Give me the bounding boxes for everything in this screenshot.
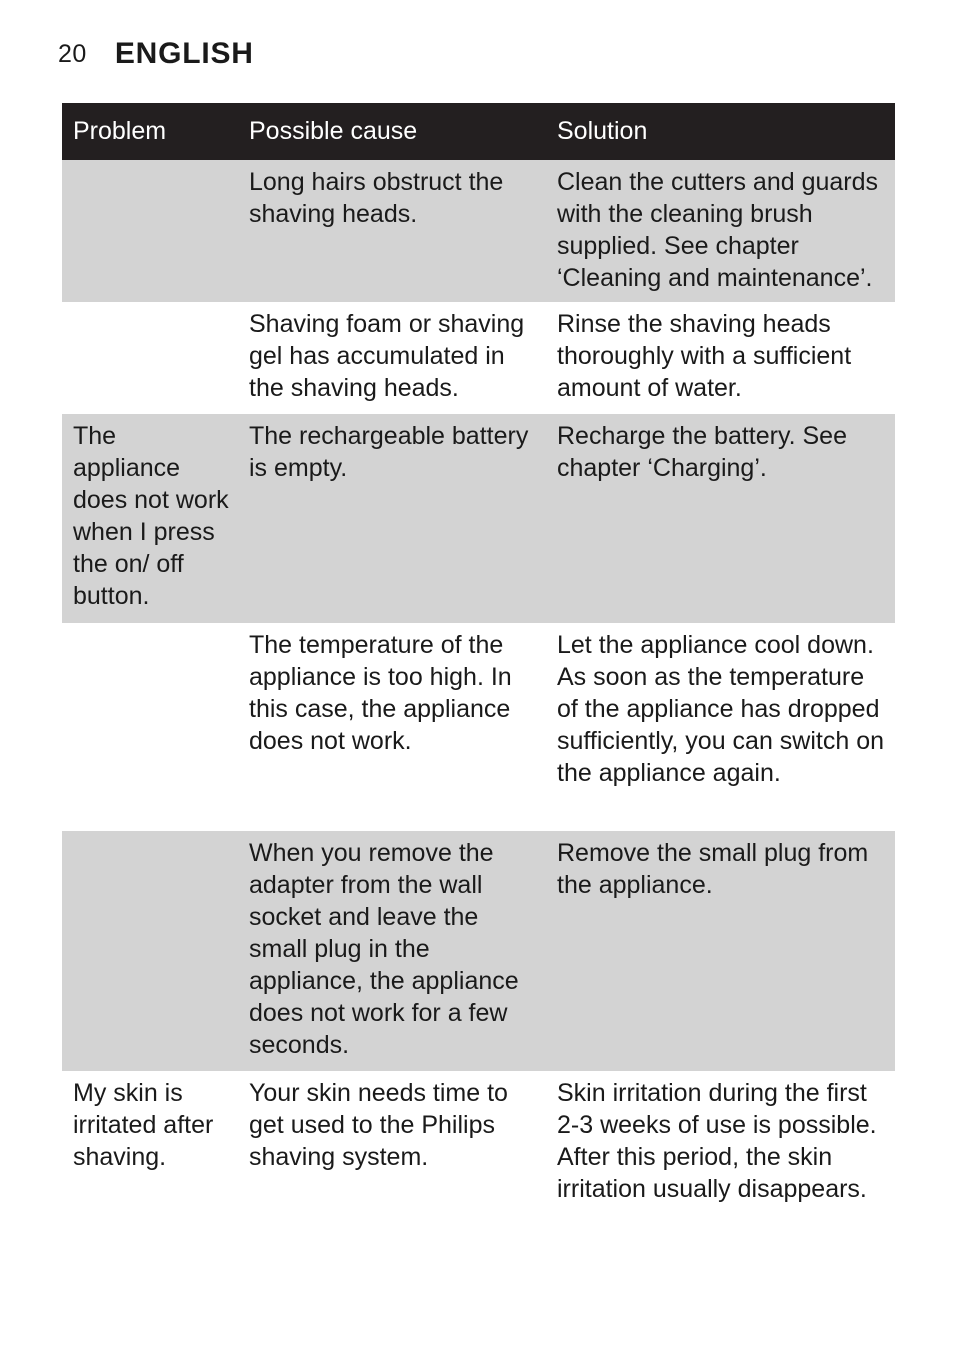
problem-cell [62, 160, 238, 304]
table-row [62, 623, 895, 831]
page-header [58, 32, 254, 76]
cause-cell: The rechargeable battery is empty. [249, 422, 529, 482]
solution-cell: Clean the cutters and guards with the cleaning brush supplied. See chapter ‘Cleaning and maintenance’. [557, 168, 879, 292]
solution-cell: Let the appliance cool down. As soon as the temperature of the appliance has dropped sufficiently, you can switch on the appliance again. [557, 631, 885, 787]
table-row [62, 831, 895, 1071]
section-title: ENGLISH [114, 37, 254, 70]
solution-cell: Remove the small plug from the appliance. [557, 839, 869, 899]
problem-cell [62, 831, 238, 1071]
troubleshooting-table [62, 103, 895, 1215]
table-header-row [62, 103, 895, 160]
solution-cell: Recharge the battery. See chapter ‘Charging’. [557, 422, 847, 482]
header-problem: Problem [73, 117, 167, 145]
table-row [62, 414, 895, 623]
cause-cell: Shaving foam or shaving gel has accumulated in the shaving heads. [249, 310, 525, 402]
problem-cell [62, 623, 238, 831]
cause-cell: Your skin needs time to get used to the Philips shaving system. [249, 1079, 508, 1171]
cause-cell: The temperature of the appliance is too high. In this case, the appliance does not work. [249, 631, 512, 755]
solution-cell: Rinse the shaving heads thoroughly with a sufficient amount of water. [557, 310, 852, 402]
problem-cell: My skin is irritated after shaving. [73, 1079, 214, 1171]
problem-cell [62, 302, 238, 414]
cause-cell: When you remove the adapter from the wall socket and leave the small plug in the appliance, the appliance does not work for a few seconds. [249, 839, 519, 1059]
header-solution: Solution [557, 117, 648, 145]
table-row [62, 1071, 895, 1215]
page-number: 20 [58, 39, 87, 68]
solution-cell: Skin irritation during the first 2-3 weeks of use is possible. After this period, the skin irritation usually disappears. [557, 1079, 877, 1203]
table-row [62, 302, 895, 414]
header-possible-cause: Possible cause [249, 117, 418, 145]
table-row [62, 160, 895, 302]
problem-cell: The appliance does not work when I press the on/ off button. [73, 422, 229, 610]
cause-cell: Long hairs obstruct the shaving heads. [249, 168, 504, 228]
